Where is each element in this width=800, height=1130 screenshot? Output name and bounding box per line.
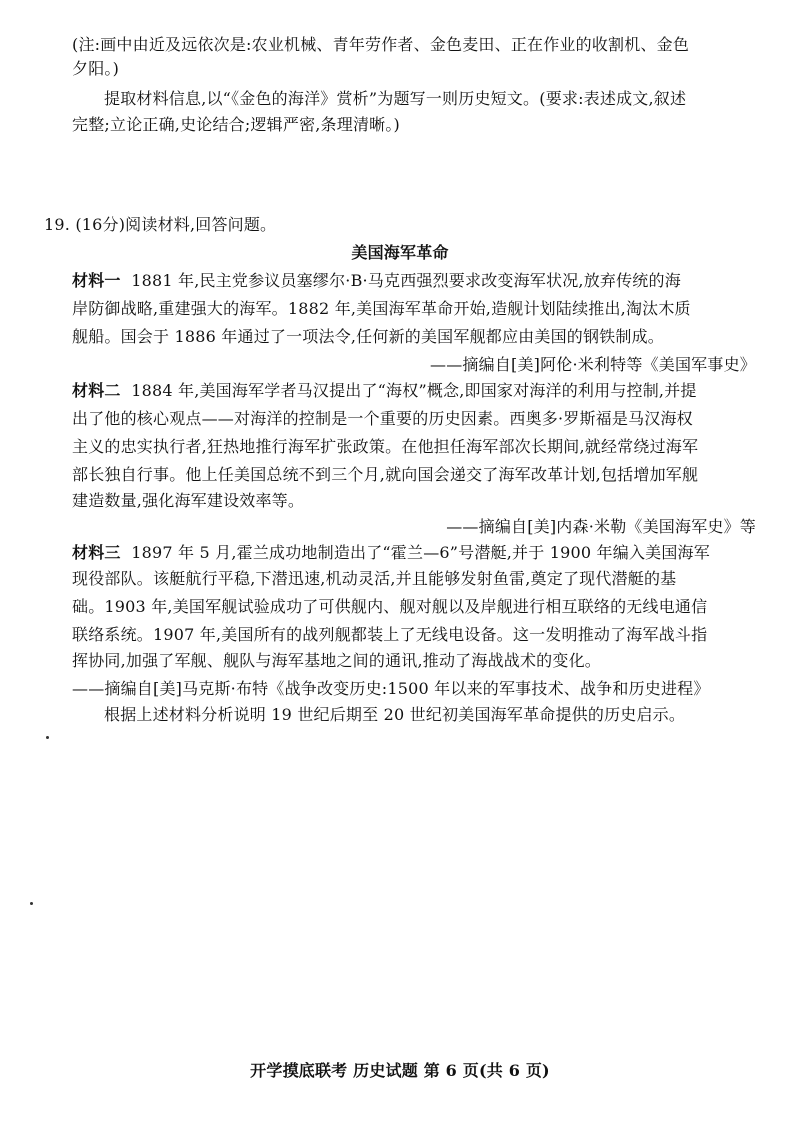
scan-speck: [46, 736, 49, 739]
material-3-text-1: 1897 年 5 月,霍兰成功地制造出了“霍兰—6”号潜艇,并于 1900 年编入美国海军: [131, 543, 710, 562]
question-19-title: 美国海军革命: [351, 243, 449, 262]
scan-speck: [30, 902, 33, 905]
material-3-first-line: [72, 542, 710, 564]
question-19-prompt: 根据上述材料分析说明 19 世纪后期至 20 世纪初美国海军革命提供的历史启示。: [104, 705, 686, 724]
material-1-label: 材料一: [72, 271, 121, 290]
material-3-label: 材料三: [72, 543, 121, 562]
intro-note-line-1: (注:画中由近及远依次是:农业机械、青年劳作者、金色麦田、正在作业的收割机、金色: [72, 35, 690, 54]
intro-task-line-1: 提取材料信息,以“《金色的海洋》赏析”为题写一则历史短文。(要求:表述成文,叙述: [104, 89, 687, 108]
material-2-text-5: 建造数量,强化海军建设效率等。: [72, 491, 305, 510]
material-3-source: ——摘编自[美]马克斯·布特《战争改变历史:1500 年以来的军事技术、战争和历史进程》: [72, 679, 710, 698]
material-2-text-1: 1884 年,美国海军学者马汉提出了“海权”概念,即国家对海洋的利用与控制,并提: [131, 381, 697, 400]
material-2-first-line: [72, 380, 697, 402]
material-2-text-2: 出了他的核心观点——对海洋的控制是一个重要的历史因素。西奥多·罗斯福是马汉海权: [72, 409, 693, 428]
material-2-label: 材料二: [72, 381, 121, 400]
material-3-text-2: 现役部队。该艇航行平稳,下潜迅速,机动灵活,并且能够发射鱼雷,奠定了现代潜艇的基: [72, 569, 677, 588]
material-3-text-4: 联络系统。1907 年,美国所有的战列舰都装上了无线电设备。这一发明推动了海军战斗指: [72, 625, 708, 644]
material-2-text-4: 部长独自行事。他上任美国总统不到三个月,就向国会递交了海军改革计划,包括增加军舰: [72, 465, 699, 484]
intro-task-line-2: 完整;立论正确,史论结合;逻辑严密,条理清晰。): [72, 115, 400, 134]
material-2-text-3: 主义的忠实执行者,狂热地推行海军扩张政策。在他担任海军部次长期间,就经常绕过海军: [72, 437, 699, 456]
question-19-header: 19. (16分)阅读材料,回答问题。: [44, 215, 277, 234]
material-1-text-1: 1881 年,民主党参议员塞缪尔·B·马克西强烈要求改变海军状况,放弃传统的海: [131, 271, 681, 290]
material-3-text-3: 础。1903 年,美国军舰试验成功了可供舰内、舰对舰以及岸舰进行相互联络的无线电通信: [72, 597, 708, 616]
material-1-text-2: 岸防御战略,重建强大的海军。1882 年,美国海军革命开始,造舰计划陆续推出,淘汰木质: [72, 299, 691, 318]
material-2-source: ——摘编自[美]内森·米勒《美国海军史》等: [446, 517, 756, 536]
material-1-text-3: 舰船。国会于 1886 年通过了一项法令,任何新的美国军舰都应由美国的钢铁制成。: [72, 327, 664, 346]
material-3-text-5: 挥协同,加强了军舰、舰队与海军基地之间的通讯,推动了海战战术的变化。: [72, 651, 601, 670]
page-footer: 开学摸底联考 历史试题 第 6 页(共 6 页): [250, 1061, 550, 1080]
material-1-source: ——摘编自[美]阿伦·米利特等《美国军事史》: [430, 355, 756, 374]
intro-note-line-2: 夕阳。): [72, 59, 120, 78]
material-1-first-line: [72, 270, 681, 292]
